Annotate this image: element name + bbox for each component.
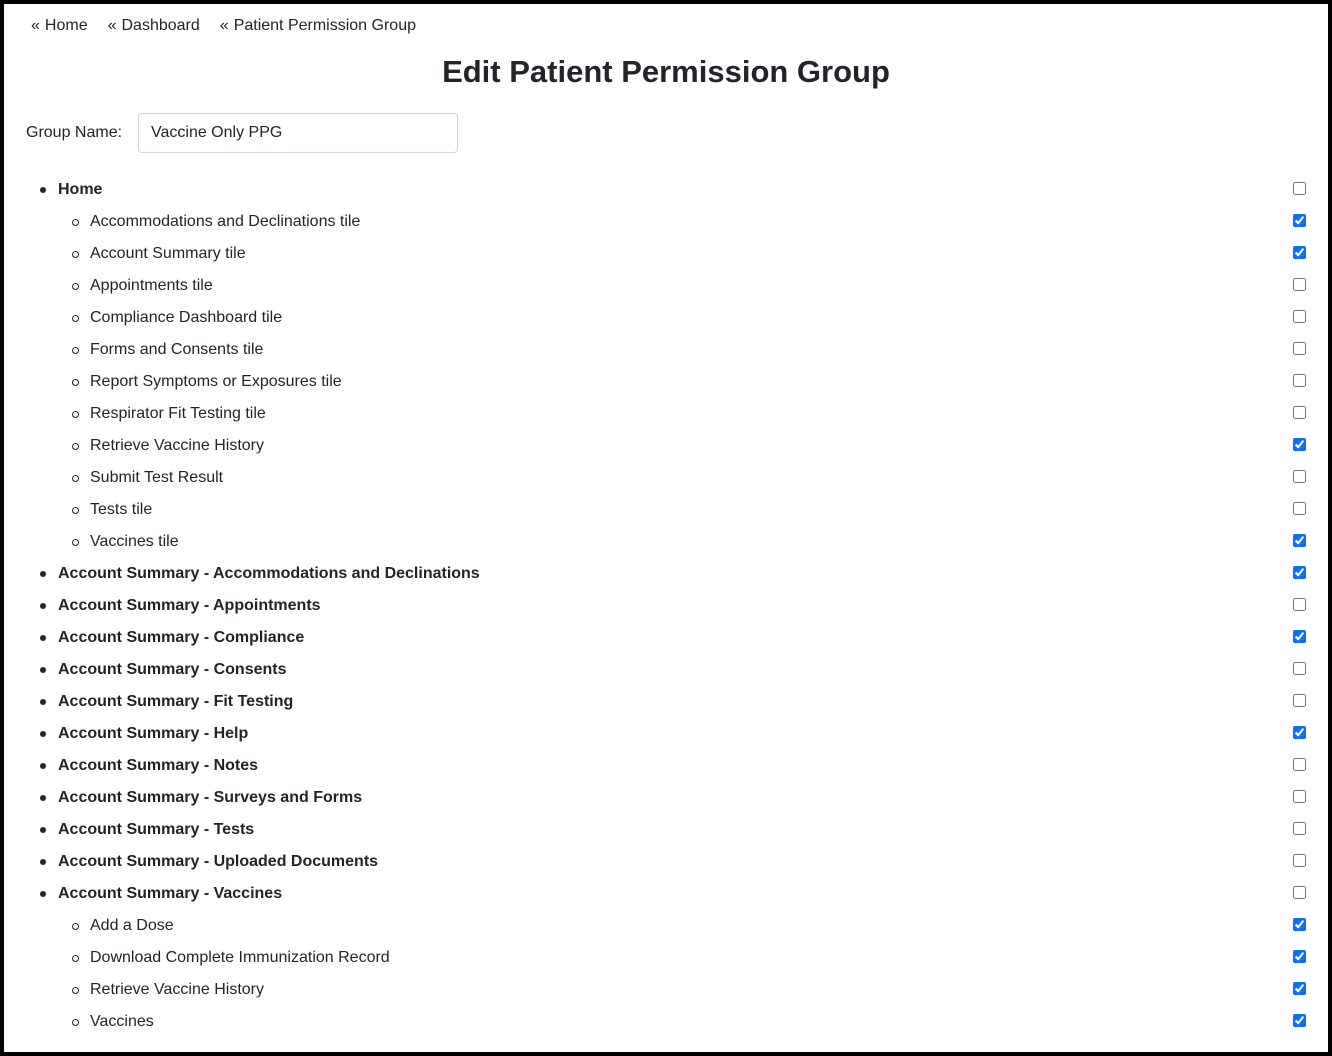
permission-group-row (4, 685, 1328, 717)
permission-label: Home (58, 181, 103, 198)
permission-item-row (4, 333, 1328, 365)
permission-list (4, 173, 1328, 1037)
breadcrumb (31, 16, 436, 36)
permission-label: Account Summary - Accommodations and Declinations (58, 565, 480, 582)
permission-item-row (4, 941, 1328, 973)
permission-checkbox[interactable] (1293, 502, 1306, 515)
bullet-circle-icon (72, 1019, 79, 1026)
permission-checkbox[interactable] (1293, 246, 1306, 259)
bullet-circle-icon (72, 539, 79, 546)
permission-checkbox[interactable] (1293, 758, 1306, 771)
bullet-disc-icon (40, 795, 46, 801)
permission-label: Account Summary - Fit Testing (58, 693, 294, 710)
bullet-circle-icon (72, 219, 79, 226)
permission-item-row (4, 205, 1328, 237)
permission-label: Appointments tile (90, 277, 213, 294)
bullet-circle-icon (72, 475, 79, 482)
permission-item-row (4, 269, 1328, 301)
permission-label: Respirator Fit Testing tile (90, 405, 266, 422)
bullet-disc-icon (40, 699, 46, 705)
group-name-label: Group Name: (26, 124, 123, 141)
breadcrumb-patient-permission-group-link[interactable] (220, 16, 416, 36)
permission-checkbox[interactable] (1293, 214, 1306, 227)
permission-label: Report Symptoms or Exposures tile (90, 373, 342, 390)
group-name-row (26, 113, 458, 153)
permission-label: Account Summary - Help (58, 725, 249, 742)
bullet-disc-icon (40, 891, 46, 897)
permission-checkbox[interactable] (1293, 182, 1306, 195)
permission-label: Submit Test Result (90, 469, 224, 486)
permission-group-row (4, 781, 1328, 813)
bullet-circle-icon (72, 987, 79, 994)
bullet-circle-icon (72, 347, 79, 354)
permission-label: Accommodations and Declinations tile (90, 213, 361, 230)
permission-checkbox[interactable] (1293, 278, 1306, 291)
permission-label: Account Summary - Tests (58, 821, 255, 838)
back-arrow-icon: « (31, 17, 40, 34)
permission-group-row (4, 845, 1328, 877)
permission-label: Forms and Consents tile (90, 341, 264, 358)
bullet-circle-icon (72, 955, 79, 962)
permission-checkbox[interactable] (1293, 886, 1306, 899)
permission-checkbox[interactable] (1293, 950, 1306, 963)
bullet-circle-icon (72, 251, 79, 258)
permission-checkbox[interactable] (1293, 918, 1306, 931)
permission-checkbox[interactable] (1293, 374, 1306, 387)
bullet-disc-icon (40, 635, 46, 641)
bullet-circle-icon (72, 507, 79, 514)
permission-item-row (4, 909, 1328, 941)
bullet-disc-icon (40, 603, 46, 609)
permission-item-row (4, 301, 1328, 333)
breadcrumb-label: Home (44, 17, 88, 34)
bullet-disc-icon (40, 731, 46, 737)
bullet-circle-icon (72, 283, 79, 290)
permission-label: Account Summary - Compliance (58, 629, 305, 646)
permission-group-row (4, 589, 1328, 621)
permission-label: Add a Dose (90, 917, 174, 934)
permission-label: Compliance Dashboard tile (90, 309, 283, 326)
permission-label: Retrieve Vaccine History (90, 981, 264, 998)
permission-checkbox[interactable] (1293, 790, 1306, 803)
permission-item-row (4, 397, 1328, 429)
bullet-disc-icon (40, 187, 46, 193)
permission-item-row (4, 237, 1328, 269)
permission-checkbox[interactable] (1293, 726, 1306, 739)
permission-label: Account Summary - Notes (58, 757, 259, 774)
permission-checkbox[interactable] (1293, 822, 1306, 835)
breadcrumb-label: Patient Permission Group (233, 17, 416, 34)
permission-group-row (4, 557, 1328, 589)
permission-checkbox[interactable] (1293, 694, 1306, 707)
permission-checkbox[interactable] (1293, 438, 1306, 451)
bullet-circle-icon (72, 923, 79, 930)
permission-item-row (4, 973, 1328, 1005)
permission-checkbox[interactable] (1293, 630, 1306, 643)
bullet-disc-icon (40, 827, 46, 833)
permission-group-row (4, 877, 1328, 909)
permission-group-row (4, 717, 1328, 749)
permission-item-row (4, 1005, 1328, 1037)
permission-label: Vaccines (90, 1013, 154, 1030)
permission-label: Tests tile (90, 501, 153, 518)
back-arrow-icon: « (107, 17, 117, 34)
bullet-circle-icon (72, 411, 79, 418)
permission-checkbox[interactable] (1293, 854, 1306, 867)
permission-label: Account Summary tile (90, 245, 246, 262)
permission-checkbox[interactable] (1293, 534, 1306, 547)
permission-label: Account Summary - Uploaded Documents (58, 853, 379, 870)
permission-group-row (4, 749, 1328, 781)
permission-checkbox[interactable] (1293, 470, 1306, 483)
permission-item-row (4, 365, 1328, 397)
bullet-circle-icon (72, 315, 79, 322)
permission-label: Account Summary - Vaccines (58, 885, 283, 902)
permission-group-row (4, 653, 1328, 685)
permission-group-row (4, 173, 1328, 205)
permission-checkbox[interactable] (1293, 662, 1306, 675)
page-title: Edit Patient Permission Group (442, 54, 890, 89)
permission-label: Retrieve Vaccine History (90, 437, 264, 454)
bullet-circle-icon (72, 379, 79, 386)
permission-group-row (4, 621, 1328, 653)
bullet-disc-icon (40, 859, 46, 865)
permission-checkbox[interactable] (1293, 310, 1306, 323)
permission-label: Account Summary - Consents (58, 661, 287, 678)
permission-checkbox[interactable] (1293, 598, 1306, 611)
permission-checkbox[interactable] (1293, 406, 1306, 419)
permission-checkbox[interactable] (1293, 566, 1306, 579)
permission-label: Account Summary - Appointments (58, 597, 321, 614)
bullet-circle-icon (72, 443, 79, 450)
page-frame (4, 4, 1328, 1052)
permission-checkbox[interactable] (1293, 342, 1306, 355)
bullet-disc-icon (40, 763, 46, 769)
permission-item-row (4, 429, 1328, 461)
breadcrumb-home-link[interactable] (31, 16, 88, 36)
permission-label: Download Complete Immunization Record (90, 949, 390, 966)
breadcrumb-dashboard-link[interactable] (108, 16, 200, 36)
permission-item-row (4, 525, 1328, 557)
permission-label: Vaccines tile (90, 533, 179, 550)
permission-checkbox[interactable] (1293, 982, 1306, 995)
bullet-disc-icon (40, 571, 46, 577)
breadcrumb-label: Dashboard (121, 17, 200, 34)
permission-item-row (4, 461, 1328, 493)
permission-item-row (4, 493, 1328, 525)
group-name-input[interactable] (138, 113, 458, 153)
permission-label: Account Summary - Surveys and Forms (58, 789, 363, 806)
bullet-disc-icon (40, 667, 46, 673)
back-arrow-icon: « (219, 17, 229, 34)
permission-group-row (4, 813, 1328, 845)
permission-checkbox[interactable] (1293, 1014, 1306, 1027)
